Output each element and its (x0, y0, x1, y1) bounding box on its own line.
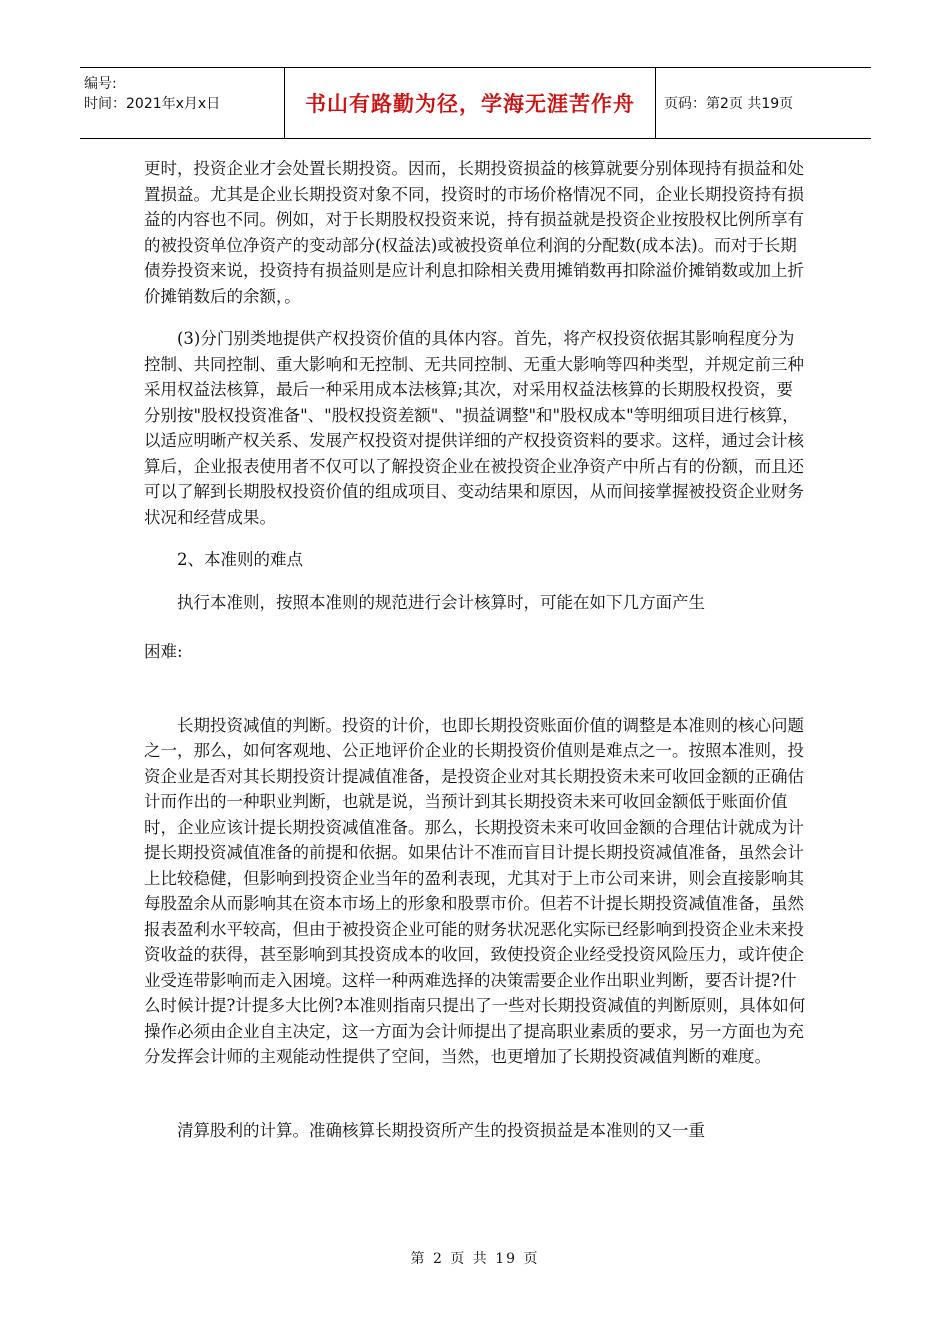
motto: 书山有路勤为径，学海无涯苦作舟 (285, 68, 656, 138)
paragraph: 困难: (144, 642, 183, 661)
paragraph: 执行本准则，按照本准则的规范进行会计核算时，可能在如下几方面产生 (177, 592, 705, 612)
paragraph: (3)分门别类地提供产权投资价值的具体内容。首先，将产权投资依据其影响程度分为控制、共同控制、重大影响和无控制、无共同控制、无重大影响等四种类型，并规定前三种采用权益法核算，最后一种采用成本法核算;其次，对采用权益法核算的长期股权投资，要分别按"股权投资准备"、"股权投资差额"、"损益调整"和"股权成本"等明细项目进行核算，以适应明晰产权关系、发展产权投资对提供详细的产权投资资料的要求。这样，通过会计核算后，企业报表使用者不仅可以了解投资企业在被投资企业净资产中所占有的份额，而且还可以了解到长期股权投资价值的组成项目、变动结果和原因，从而间接掌握被投资企业财务状况和经营成果。 (144, 329, 804, 527)
section-heading: 2、本准则的难点 (177, 550, 303, 569)
page-info: 页码：第2页 共19页 (664, 96, 794, 112)
number-label: 编号: (84, 76, 117, 92)
paragraph: 清算股利的计算。准确核算长期投资所产生的投资损益是本准则的又一重 (177, 1120, 705, 1140)
document-body (144, 156, 808, 1143)
header-meta (80, 68, 285, 138)
page-header (80, 67, 871, 139)
paragraph: 更时，投资企业才会处置长期投资。因而，长期投资损益的核算就要分别体现持有损益和处置损益。尤其是企业长期投资对象不同，投资时的市场价格情况不同，企业长期投资持有损益的内容也不同。例如，对于长期股权投资来说，持有损益就是投资企业按股权比例所享有的被投资单位净资产的变动部分(权益法)或被投资单位利润的分配数(成本法)。而对于长期债券投资来说，投资持有损益则是应计利息扣除相关费用摊销数再扣除溢价摊销数或加上折价摊销数后的余额，。 (144, 159, 804, 306)
paragraph: 长期投资减值的判断。投资的计价，也即长期投资账面价值的调整是本准则的核心问题之一，那么，如何客观地、公正地评价企业的长期投资价值则是难点之一。按照本准则，投资企业是否对其长期投资计提减值准备，是投资企业对其长期投资未来可收回金额的正确估计而作出的一种职业判断，也就是说，当预计到其长期投资未来可收回金额低于账面价值时，企业应该计提长期投资减值准备。那么，长期投资未来可收回金额的合理估计就成为计提长期投资减值准备的前提和依据。如果估计不准而盲目计提长期投资减值准备，虽然会计上比较稳健，但影响到投资企业当年的盈利表现，尤其对于上市公司来讲，则会直接影响其每股盈余从而影响其在资本市场上的形象和股票市价。但若不计提长期投资减值准备，虽然报表盈利水平较高，但由于被投资企业可能的财务状况恶化实际已经影响到投资企业未来投资收益的获得，甚至影响到其投资成本的收回，致使投资企业经受投资风险压力，或许使企业受连带影响而走入困境。这样一种两难选择的决策需要企业作出职业判断，要否计提?什么时候计提?计提多大比例?本准则指南只提出了一些对长期投资减值的判断原则，具体如何操作必须由企业自主决定，这一方面为会计师提出了提高职业素质的要求，另一方面也为充分发挥会计师的主观能动性提供了空间，当然，也更增加了长期投资减值判断的难度。 (144, 715, 806, 1066)
page-footer: 第 2 页 共 19 页 (410, 1251, 540, 1267)
time-label: 时间：2021年x月x日 (84, 96, 221, 112)
